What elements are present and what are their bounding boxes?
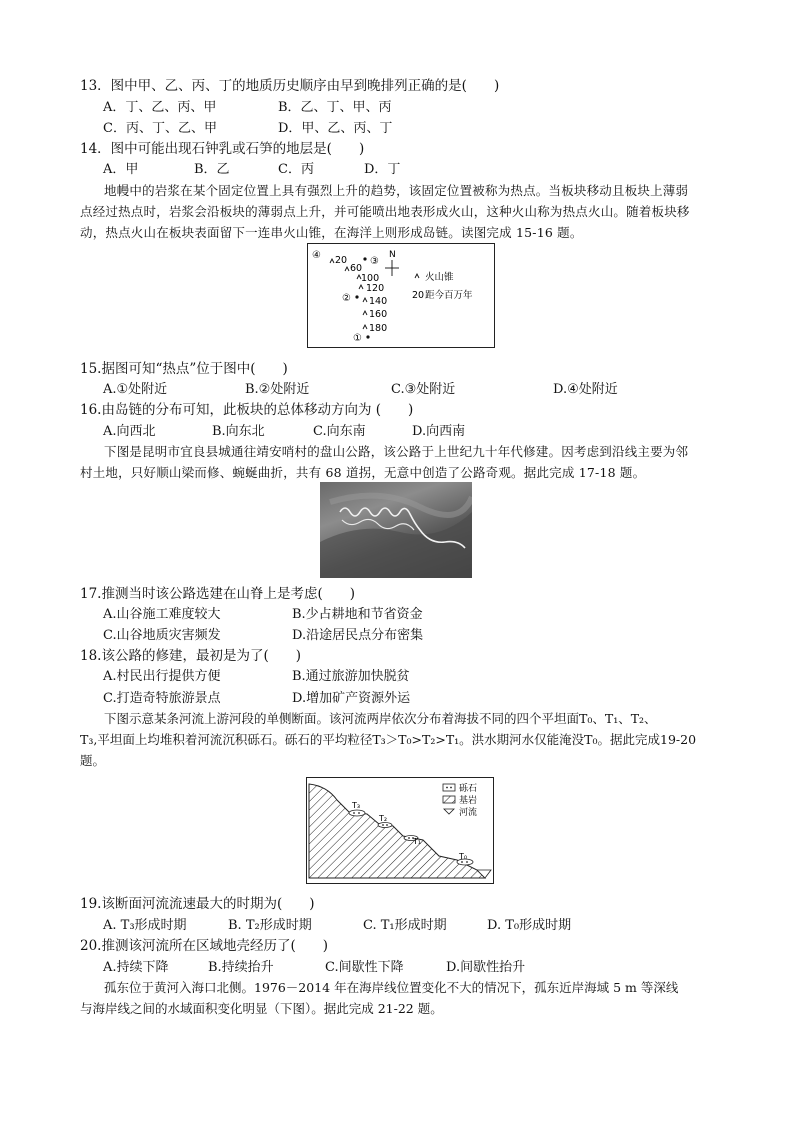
q19-option-b: B. T₂形成时期	[228, 918, 312, 933]
legend-age-label: 距今百万年	[425, 290, 473, 301]
q13-option-c: C．丙、丁、乙、甲	[103, 121, 217, 136]
terrace-t3: T₃	[352, 801, 361, 810]
gravel-legend-icon	[443, 784, 455, 791]
q18-option-a: A.村民出行提供方便	[103, 669, 221, 684]
q19-stem: 19.该断面河流流速最大的时期为( )	[80, 896, 315, 912]
terrace-t1: T₁	[413, 837, 422, 846]
q14-option-d: D．丁	[364, 162, 401, 177]
bedrock-legend-icon	[443, 796, 455, 803]
q15-option-a: A.①处附近	[103, 382, 168, 397]
intro-17-18: 下图是昆明市宜良县城通往靖安哨村的盘山公路，该公路于上世纪九十年代修建。因考虑到沿线主要为邻村土地，只好顺山梁而修、蜿蜒曲折，共有 68 道拐，无意中创造了公路奇观。据此完成 17-18 题。	[80, 444, 689, 480]
q18-option-c: C.打造奇特旅游景点	[103, 691, 221, 706]
q15-stem: 15.据图可知“热点”位于图中( )	[80, 361, 288, 377]
q17-option-c: C.山谷地质灾害频发	[103, 628, 221, 643]
q13-option-a: A．丁、乙、丙、甲	[103, 100, 217, 115]
hotspot-figure	[307, 243, 495, 348]
age-120: 120	[366, 283, 385, 294]
q16-option-c: C.向东南	[313, 424, 366, 439]
legend-bedrock: 基岩	[459, 796, 478, 806]
q17-option-d: D.沿途居民点分布密集	[292, 628, 424, 643]
volcano-cone-icon	[415, 274, 419, 278]
q18-stem: 18.该公路的修建，最初是为了( )	[80, 648, 302, 664]
q19-option-d: D. T₀形成时期	[487, 918, 572, 933]
winding-road-photo	[320, 482, 472, 578]
point-4-label: ④	[312, 250, 321, 261]
legend-age-number: 20	[412, 290, 425, 301]
q16-option-a: A.向西北	[103, 424, 156, 439]
q20-option-c: C.间歇性下降	[325, 960, 404, 975]
terrace-t0: T₀	[459, 852, 468, 861]
age-160: 160	[369, 309, 388, 320]
q14-stem: 14．图中可能出现石钟乳或石笋的地层是( )	[80, 141, 365, 157]
q16-option-d: D.向西南	[412, 424, 466, 439]
point-3-label: ③	[370, 256, 379, 267]
q18-option-d: D.增加矿产资源外运	[292, 691, 411, 706]
age-180: 180	[369, 323, 388, 334]
q16-stem: 16.由岛链的分布可知，此板块的总体移动方向为 ( )	[80, 402, 414, 418]
age-140: 140	[369, 296, 388, 307]
intro-21-22-line2: 与海岸线之间的水域面积变化明显（下图）。据此完成 21-22 题。	[80, 1001, 443, 1016]
river-legend-icon	[444, 809, 454, 814]
q13-stem: 13．图中甲、乙、丙、丁的地质历史顺序由早到晚排列正确的是( )	[80, 78, 500, 94]
terrace-t2: T₂	[379, 814, 388, 823]
intro-15-16: 地幔中的岩浆在某个固定位置上具有强烈上升的趋势，该固定位置被称为热点。当板块移动且板块上薄弱点经过热点时，岩浆会沿板块的薄弱点上升，并可能喷出地表形成火山，这种火山称为热点火山。随着板块移动，热点火山在板块表面留下一连串火山锥，在海洋上则形成岛链。读图完成 15-16 题。	[80, 183, 690, 240]
point-1-label: ①	[353, 333, 362, 344]
intro-19-20-line3: 题。	[80, 753, 106, 768]
q14-option-a: A．甲	[103, 162, 139, 177]
q15-option-c: C.③处附近	[391, 382, 456, 397]
age-100: 100	[361, 273, 380, 284]
legend-river: 河流	[459, 808, 478, 818]
legend-gravel: 砾石	[459, 784, 478, 794]
point-2-label: ②	[342, 293, 351, 304]
q20-option-d: D.间歇性抬升	[446, 960, 526, 975]
q13-option-b: B．乙、丁、甲、丙	[278, 100, 392, 115]
legend-cone-label: 火山锥	[425, 272, 454, 283]
q19-option-c: C. T₁形成时期	[363, 918, 447, 933]
q13-option-d: D．甲、乙、丙、丁	[278, 121, 393, 136]
age-20: 20	[335, 255, 348, 266]
q14-option-b: B．乙	[194, 162, 230, 177]
q18-option-b: B.通过旅游加快脱贫	[292, 669, 410, 684]
age-60: 60	[350, 263, 363, 274]
q15-option-b: B.②处附近	[245, 382, 310, 397]
q20-stem: 20.推测该河流所在区域地壳经历了( )	[80, 938, 329, 954]
q20-option-b: B.持续抬升	[208, 960, 274, 975]
intro-19-20-line1: 下图示意某条河流上游河段的单侧断面。该河流两岸依次分布着海拔不同的四个平坦面T₀、T₁、T₂、	[104, 711, 657, 726]
q17-stem: 17.推测当时该公路选建在山脊上是考虑( )	[80, 586, 356, 602]
q17-option-a: A.山谷施工难度较大	[103, 607, 221, 622]
river-section-figure	[306, 777, 494, 884]
q17-option-b: B.少占耕地和节省资金	[292, 607, 423, 622]
q20-option-a: A.持续下降	[103, 960, 169, 975]
q16-option-b: B.向东北	[212, 424, 265, 439]
intro-19-20-line2: T₃,平坦面上均堆积着河流沉积砾石。砾石的平均粒径T₃＞T₀>T₂>T₁。洪水期河水仅能淹没T₀。据此完成19-20	[80, 732, 697, 747]
intro-21-22-line1: 孤东位于黄河入海口北侧。1976－2014 年在海岸线位置变化不大的情况下，孤东近岸海域 5 m 等深线	[104, 980, 679, 995]
q14-option-c: C．丙	[278, 162, 314, 177]
q15-option-d: D.④处附近	[553, 382, 618, 397]
north-label: N	[389, 250, 396, 260]
q19-option-a: A. T₃形成时期	[103, 918, 187, 933]
